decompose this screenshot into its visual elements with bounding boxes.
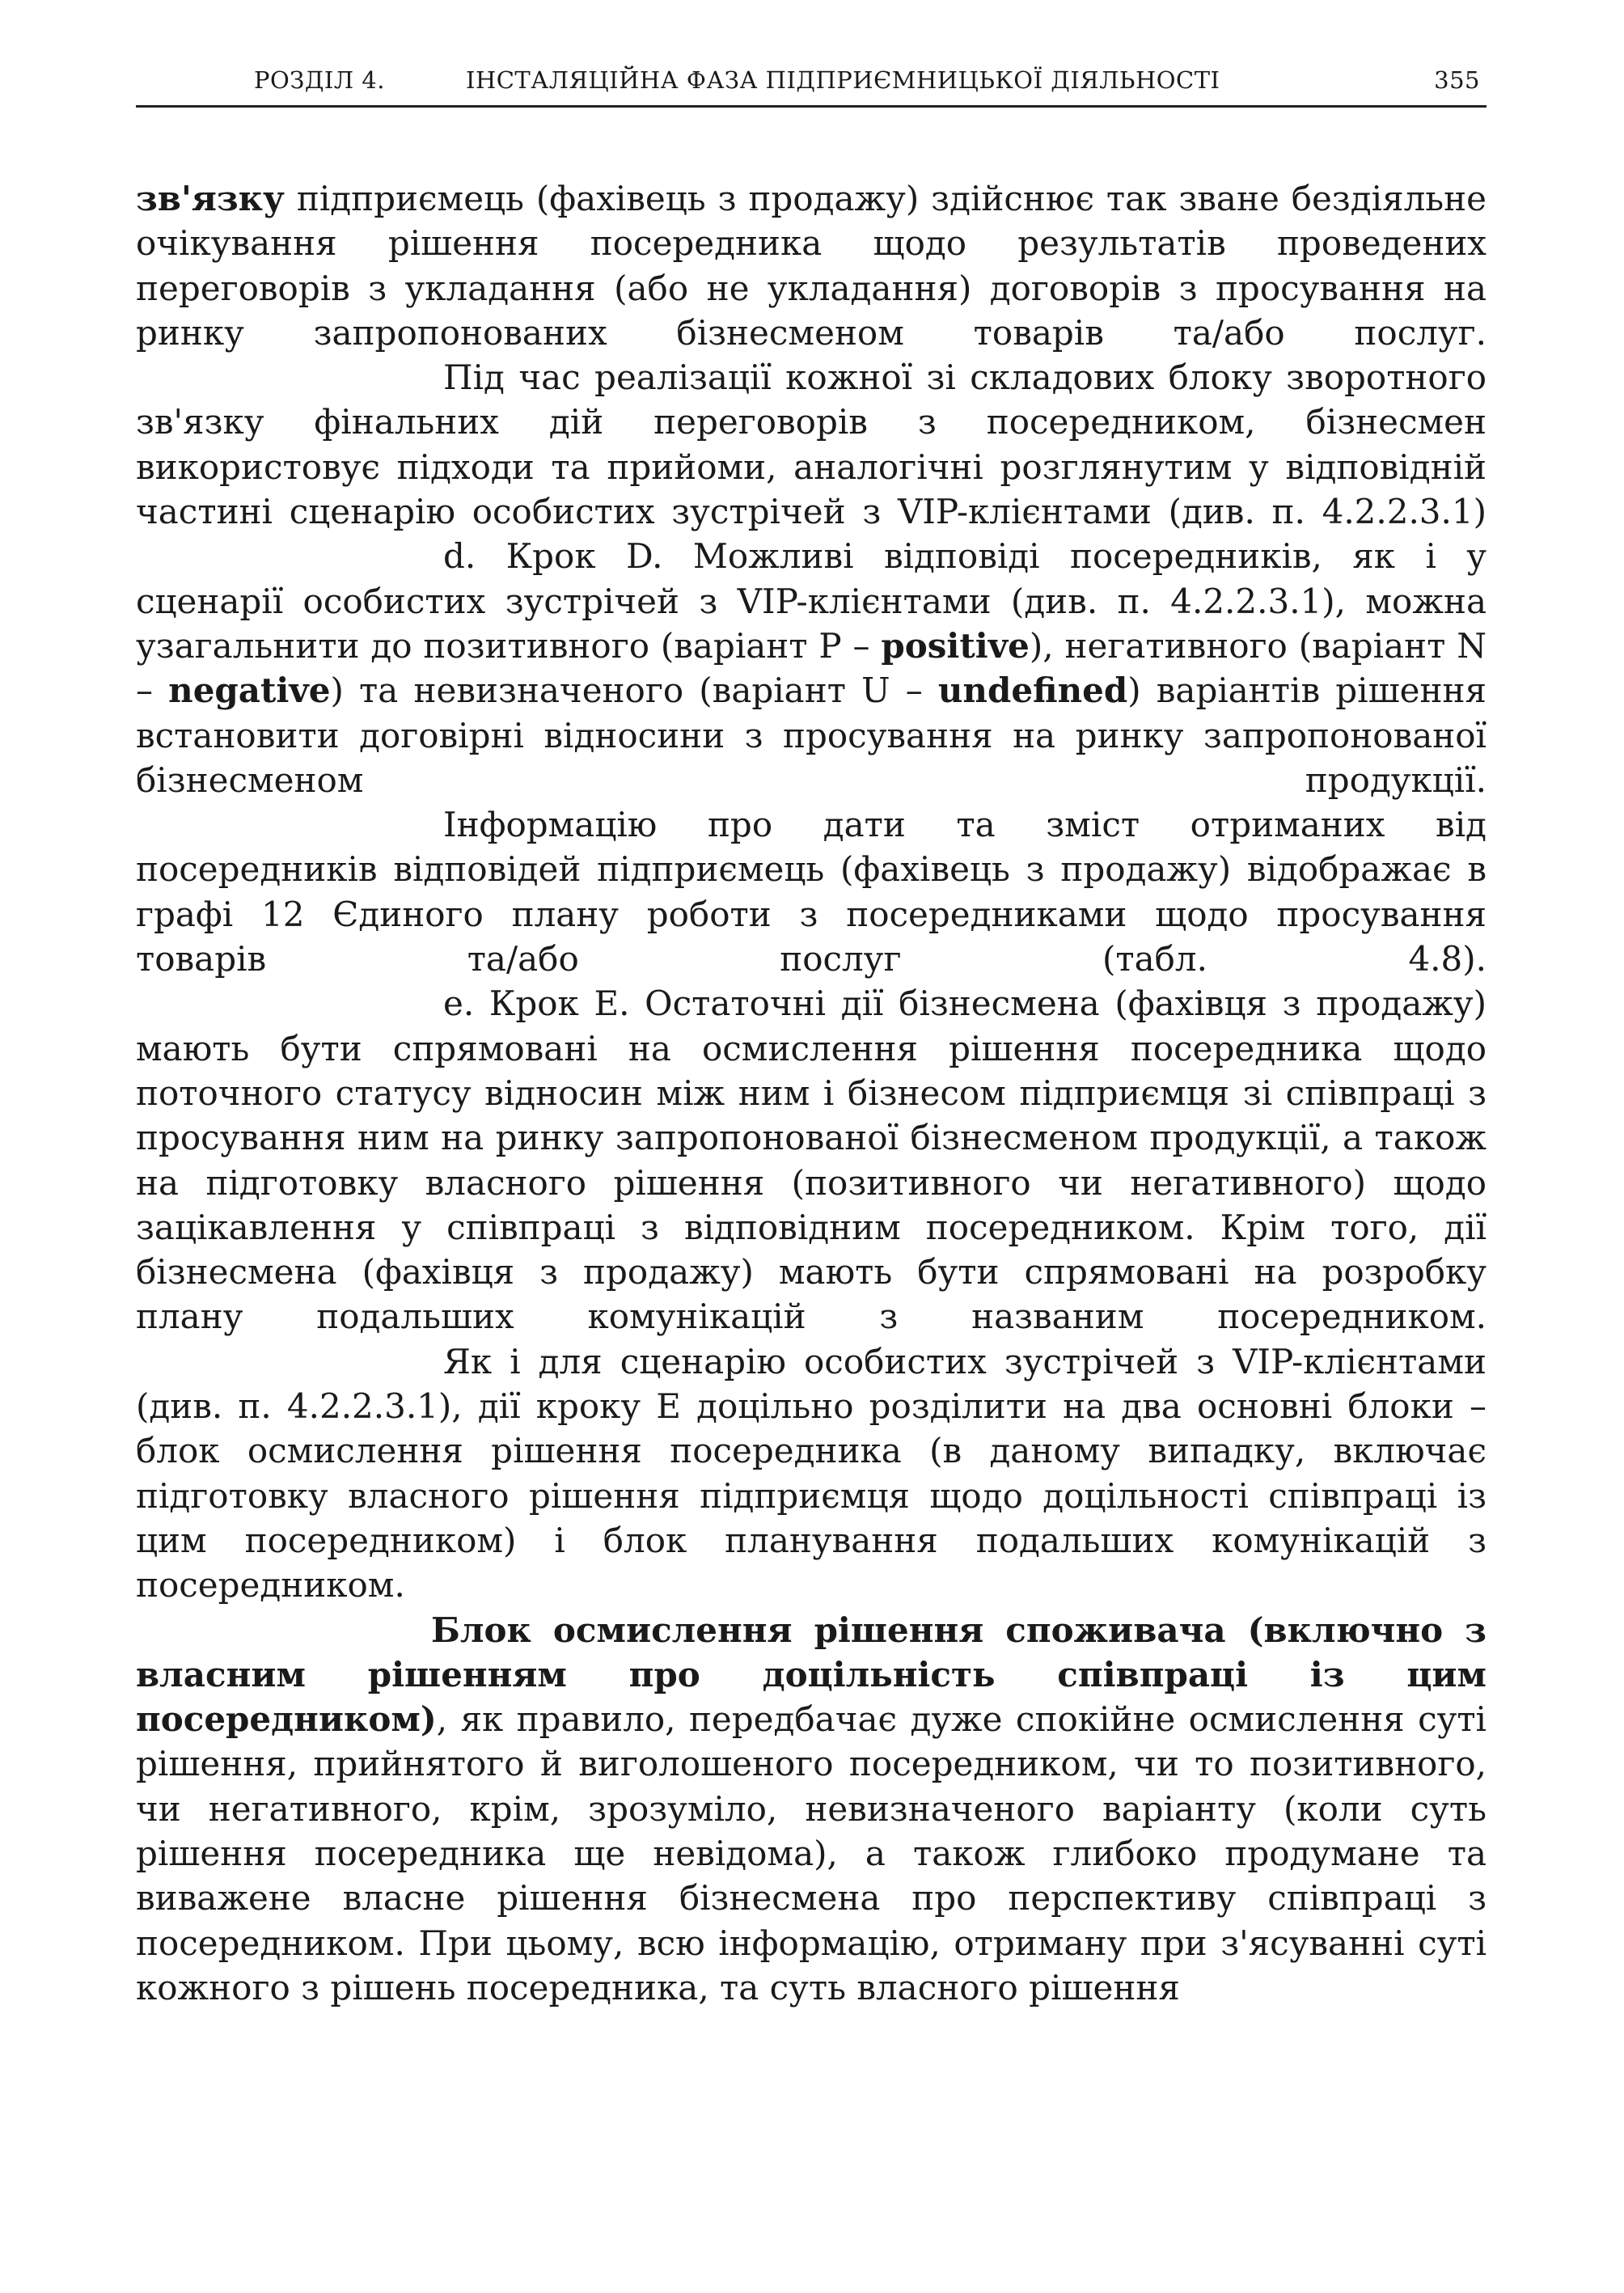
paragraph-step-e <box>136 981 1487 1339</box>
paragraph-text: ), негативного (варіант N – <box>136 625 1487 711</box>
paragraph-text: Інформацію про дати та зміст отриманих від посередників відповідей підприємець (фахівець з продажу) відображає в графі 12 Єдиного плану роботи з посередниками щодо просування товарів та/або послуг (табл. 4.8). <box>136 805 1487 979</box>
paragraph-text: підприємець (фахівець з продажу) здійснює так зване бездіяльне очікування рішення посередника щодо результатів проведених переговорів з укладання (або не укладання) договорів з просування на ринку запропонованих бізнесменом товарів та/або послуг. <box>136 179 1487 353</box>
bold-term-undefined: undefined <box>937 671 1128 711</box>
paragraph-text: е. Крок Е. Остаточні дії бізнесмена (фахівця з продажу) мають бути спрямовані на осмислення рішення посередника щодо поточного статусу відносин між ним і бізнесом підприємця зі співпраці з просування ним на ринку запропонованої бізнесменом продукції, а також на підготовку власного рішення (позитивного чи негативного) щодо зацікавлення у співпраці з відповідним посередником. Крім того, дії бізнесмена (фахівця з продажу) мають бути спрямовані на розробку плану подальших комунікацій з названим посередником. <box>136 984 1487 1337</box>
paragraph-step-d <box>136 534 1487 802</box>
bold-lead-text: зв'язку <box>136 179 285 218</box>
paragraph-text: Під час реалізації кожної зі складових блоку зворотного зв'язку фінальних дій переговорів з посередником, бізнесмен використовує підходи та прийоми, аналогічні розглянутим у відповідній частині сценарію особистих зустрічей з VIP-клієнтами (див. п. 4.2.2.3.1) <box>136 357 1487 532</box>
header-chapter-title: ІНСТАЛЯЦІЙНА ФАЗА ПІДПРИЄМНИЦЬКОЇ ДІЯЛЬНОСТІ <box>466 66 1220 94</box>
running-header <box>136 60 1487 108</box>
paragraph-feedback-block <box>136 355 1487 534</box>
bold-term-negative: negative <box>168 671 331 711</box>
bold-lead-text: Блок осмислення рішення споживача (включно з власним рішенням про доцільність співпраці із цим посередником) <box>136 1610 1487 1740</box>
paragraph-text: d. Крок D. Можливі відповіді посередників, як і у сценарії особистих зустрічей з VIP-клієнтами (див. п. 4.2.2.3.1), можна узагальнити до позитивного (варіант Р – <box>136 536 1487 666</box>
paragraph-decision-block <box>136 1608 1487 2011</box>
bold-term-positive: positive <box>881 625 1030 666</box>
paragraph-step-e-blocks <box>136 1339 1487 1608</box>
paragraph-continuation <box>136 176 1487 355</box>
body-text <box>136 176 1487 2010</box>
header-section-label: РОЗДІЛ 4. <box>254 66 385 94</box>
paragraph-text: ) та невизначеного (варіант U – <box>330 671 938 711</box>
paragraph-text: ) варіантів рішення встановити договірні відносини з просування на ринку запропонованої бізнесменом продукції. <box>136 671 1487 800</box>
paragraph-text: , як правило, передбачає дуже спокійне осмислення суті рішення, прийнятого й виголошеного посередником, чи то позитивного, чи негативного, крім, зрозуміло, невизначеного варіанту (коли суть рішення посередника ще невідома), а також глибоко продумане та виважене власне рішення бізнесмена про перспективу співпраці з посередником. При цьому, всю інформацію, отриману при з'ясуванні суті кожного з рішень посередника, та суть власного рішення <box>136 1699 1487 2007</box>
page-number: 355 <box>1434 66 1480 94</box>
paragraph-information-record <box>136 802 1487 981</box>
paragraph-text: Як і для сценарію особистих зустрічей з VIP-клієнтами (див. п. 4.2.2.3.1), дії кроку Е доцільно розділити на два основні блоки – блок осмислення рішення посередника (в даному випадку, включає підготовку власного рішення підприємця щодо доцільності співпраці із цим посередником) і блок планування подальших комунікацій з посередником. <box>136 1341 1487 1606</box>
